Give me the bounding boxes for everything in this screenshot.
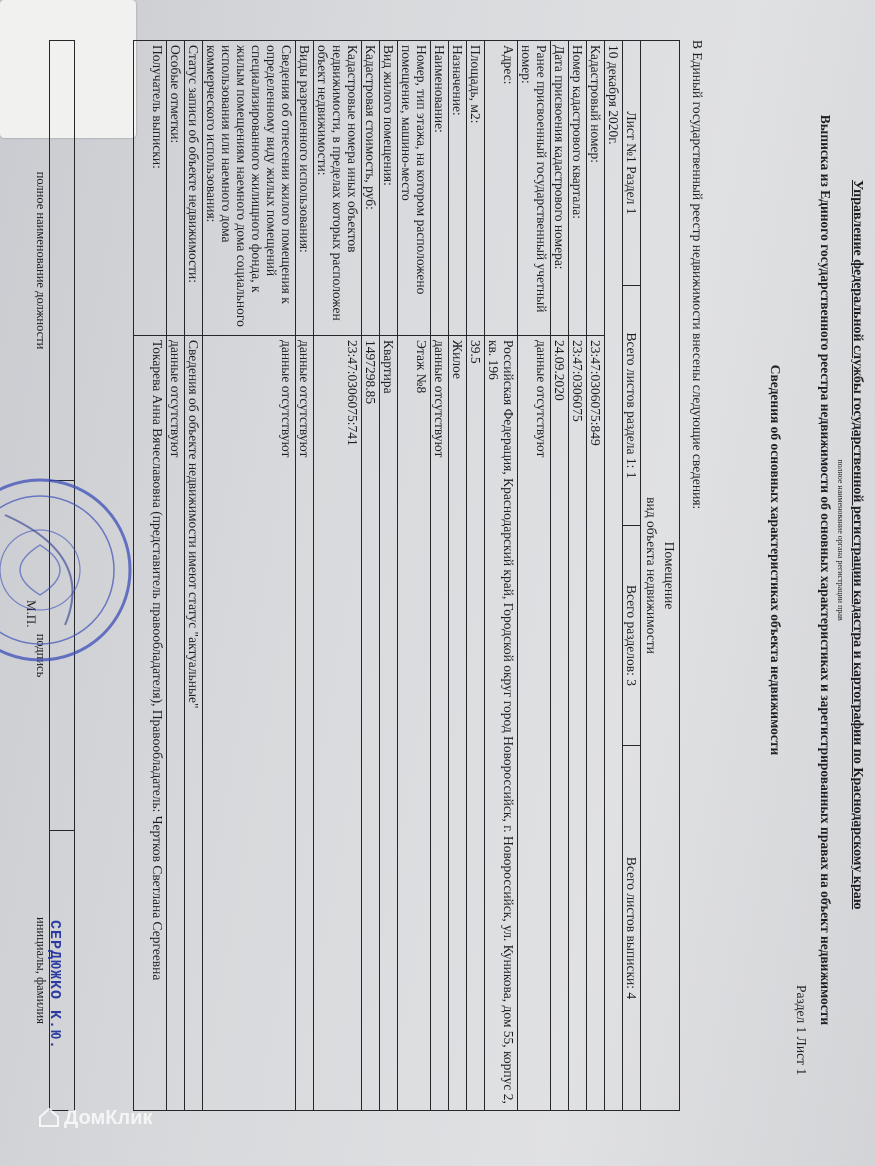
row-value: 23:47:0306075:849: [587, 336, 605, 1111]
row-label: Кадастровая стоимость, руб:: [362, 41, 380, 336]
table-row: [587, 41, 605, 1111]
row-label: Статус записи об объекте недвижимости:: [185, 41, 203, 336]
agency-caption: полное наименование органа регистрации прав: [836, 459, 845, 621]
row-value: Квартира: [380, 336, 398, 1111]
table-row: [362, 41, 380, 1111]
characteristics-table: [133, 40, 680, 1111]
row-value: Жилое: [449, 336, 467, 1111]
position-field: [50, 41, 75, 481]
row-value: Этаж №8: [398, 336, 431, 1111]
table-row: [431, 41, 449, 1111]
sections-total: Всего разделов: 3: [623, 526, 641, 746]
table-row: [203, 41, 296, 1111]
row-value: Токарева Анна Вячеславовна (представитель правообладателя), Правообладатель: Чертков Светлана Сергеевна: [134, 336, 167, 1111]
official-seal-stamp: [0, 475, 135, 665]
row-value: Российская Федерация, Краснодарский край, Городской округ город Новороссийск, г. Новороссийск, ул. Куникова, дом 55, корпус 2, кв. 196: [485, 336, 518, 1111]
sheets-in-section: Всего листов раздела 1: 1: [623, 286, 641, 526]
row-value: данные отсутствуют: [431, 336, 449, 1111]
table-row: [551, 41, 569, 1111]
row-value: 23:47:0306075:741: [314, 336, 362, 1111]
date-label: 10 декабря 2020г.: [605, 41, 623, 1111]
object-type-caption: вид объекта недвижимости: [644, 497, 659, 654]
info-title: Сведения об основных характеристиках объекта недвижимости: [768, 364, 783, 756]
row-label: Площадь, м2:: [467, 41, 485, 336]
row-label: Наименование:: [431, 41, 449, 336]
row-label: Вид жилого помещения:: [380, 41, 398, 336]
row-value: данные отсутствуют: [203, 336, 296, 1111]
row-label: Кадастровые номера иных объектов недвижимости, в пределах которых расположен объект недвижимости:: [314, 41, 362, 336]
signer-stamp-name: СЕРДЮЖКО К.Ю.: [46, 920, 63, 1051]
section-label: Раздел 1 Лист 1: [794, 985, 809, 1076]
domclick-watermark: [38, 1106, 152, 1130]
agency-name: Управление федеральной службы государственной регистрации кадастра и картографии по Краснодарскому краю: [850, 180, 865, 910]
table-row: [314, 41, 362, 1111]
table-row: [518, 41, 551, 1111]
row-label: Ранее присвоенный государственный учетный номер:: [518, 41, 551, 336]
row-label: Номер кадастрового квартала:: [569, 41, 587, 336]
name-caption: инициалы, фамилия: [33, 831, 50, 1111]
row-value: данные отсутствуют: [296, 336, 314, 1111]
row-label: Дата присвоения кадастрового номера:: [551, 41, 569, 336]
row-value: 24.09.2020: [551, 336, 569, 1111]
row-value: 1497298.85: [362, 336, 380, 1111]
watermark-text: ДомКлик: [64, 1107, 153, 1129]
object-type: Помещение: [662, 541, 677, 610]
row-label: Адрес:: [485, 41, 518, 336]
row-value: Сведения об объекте недвижимости имеют статус "актуальные": [185, 336, 203, 1111]
row-value: данные отсутствуют: [167, 336, 185, 1111]
sheets-total: Всего листов выписки: 4: [623, 746, 641, 1111]
table-row: [167, 41, 185, 1111]
table-row: [467, 41, 485, 1111]
table-row: [380, 41, 398, 1111]
object-type-cell: [641, 41, 680, 1111]
house-logo-icon: [38, 1106, 60, 1128]
row-label: Назначение:: [449, 41, 467, 336]
table-row: [485, 41, 518, 1111]
row-label: Сведения об отнесении жилого помещения к определенному виду жилых помещений специализированного жилищного фонда, к жилым помещениям наемного дома социального использования или наемного дома коммерческого использования:: [203, 41, 296, 336]
extract-title: Выписка из Единого государственного реестра недвижимости об основных характеристиках и зарегистрированных правах на объект недвижимости: [818, 114, 833, 1026]
row-value: 39.5: [467, 336, 485, 1111]
table-row: [134, 41, 167, 1111]
row-label: Получатель выписки:: [134, 41, 167, 336]
table-row: [449, 41, 467, 1111]
signature-caption: подпись: [33, 481, 50, 831]
row-label: Кадастровый номер:: [587, 41, 605, 336]
row-label: Виды разрешенного использования:: [296, 41, 314, 336]
table-row: [398, 41, 431, 1111]
row-label: Особые отметки:: [167, 41, 185, 336]
row-label: Номер, тип этажа, на котором расположено помещение, машино-место: [398, 41, 431, 336]
seal-place-label: М.П.: [24, 600, 39, 628]
intro-text: В Единый государственный реестр недвижимости внесены следующие сведения:: [690, 40, 705, 510]
row-value: 23:47:0306075: [569, 336, 587, 1111]
table-row: [569, 41, 587, 1111]
table-row: [296, 41, 314, 1111]
sheet-section: Лист №1 Раздел 1: [623, 41, 641, 286]
table-row: [185, 41, 203, 1111]
position-caption: полное наименование должности: [33, 41, 50, 481]
row-value: данные отсутствуют: [518, 336, 551, 1111]
